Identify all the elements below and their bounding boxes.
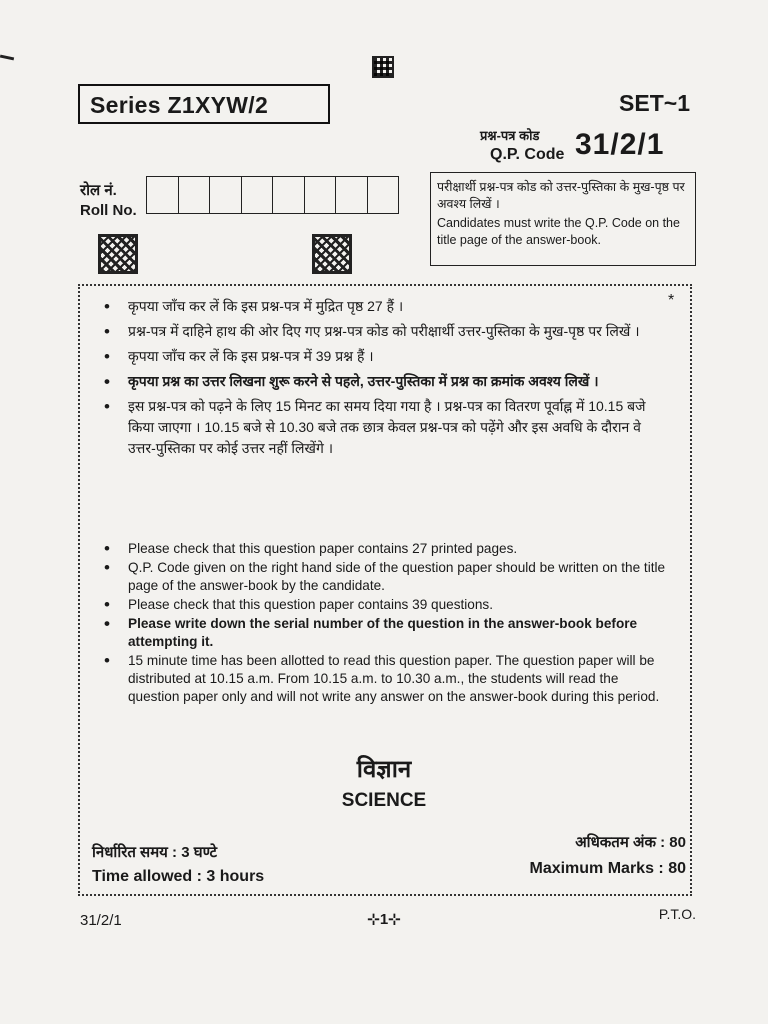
roll-digit-box[interactable]: [242, 176, 274, 214]
instruction-english: • Please check that this question paper contains 39 questions.: [98, 596, 668, 614]
left-qr-code-icon: [98, 234, 138, 274]
qp-code-label-english: Q.P. Code: [490, 146, 565, 163]
roll-digit-box[interactable]: [179, 176, 211, 214]
subject-title-english: SCIENCE: [341, 790, 427, 811]
page-number: ⊹1⊹: [367, 911, 401, 928]
instruction-hindi: • कृपया प्रश्न का उत्तर लिखना शुरू करने से पहले, उत्तर-पुस्तिका में प्रश्न का क्रमांक अवश्य लिखें ।: [98, 371, 668, 392]
time-allowed-english: Time allowed : 3 hours: [92, 868, 265, 885]
qp-code-label-hindi: प्रश्न-पत्र कोड: [480, 128, 540, 143]
instruction-english: • Please check that this question paper contains 27 printed pages.: [98, 540, 668, 558]
roll-digit-box[interactable]: [147, 176, 179, 214]
instructions-list-english: [98, 540, 668, 707]
subject-title-hindi: विज्ञान: [356, 756, 412, 783]
instruction-english: • Please write down the serial number of the question in the answer-book before attempting it.: [98, 615, 668, 651]
footer-qp-code: 31/2/1: [80, 912, 122, 929]
qp-code-value: 31/2/1: [575, 128, 665, 161]
note-hindi: परीक्षार्थी प्रश्न-पत्र कोड को उत्तर-पुस्तिका के मुख-पृष्ठ पर अवश्य लिखें ।: [437, 180, 685, 211]
roll-digit-box[interactable]: [210, 176, 242, 214]
instructions-list: [98, 296, 668, 463]
instruction-hindi: • कृपया जाँच कर लें कि इस प्रश्न-पत्र में 39 प्रश्न हैं ।: [98, 346, 668, 367]
roll-digit-box[interactable]: [305, 176, 337, 214]
instruction-hindi: • कृपया जाँच कर लें कि इस प्रश्न-पत्र में मुद्रित पृष्ठ 27 हैं ।: [98, 296, 668, 317]
instruction-english: • 15 minute time has been allotted to read this question paper. The question paper will be distributed at 10.15 a.m. From 10.15 a.m. to 10.30 a.m., the students will read the question paper only and will not write any answer on the answer-book during this period.: [98, 652, 668, 706]
pto-label: P.T.O.: [658, 906, 696, 922]
instruction-hindi: • प्रश्न-पत्र में दाहिने हाथ की ओर दिए गए प्रश्न-पत्र कोड को परीक्षार्थी उत्तर-पुस्तिका के मुख-पृष्ठ पर लिखें ।: [98, 321, 668, 342]
roll-digit-box[interactable]: [273, 176, 305, 214]
roll-digit-box[interactable]: [336, 176, 368, 214]
time-allowed-hindi: निर्धारित समय : 3 घण्टे: [92, 844, 218, 861]
instruction-english: • Q.P. Code given on the right hand side of the question paper should be written on the title page of the answer-book by the candidate.: [98, 559, 668, 595]
roll-label-english: Roll No.: [80, 202, 137, 219]
max-marks-english: Maximum Marks : 80: [529, 860, 686, 877]
center-qr-code-icon: [312, 234, 352, 274]
top-qr-code-icon: [372, 56, 394, 78]
set-label: SET~1: [619, 90, 690, 116]
series-box: Series Z1XYW/2: [78, 84, 330, 124]
roll-number-boxes[interactable]: [146, 176, 399, 214]
scan-mark: [0, 55, 14, 61]
note-english: Candidates must write the Q.P. Code on the title page of the answer-book.: [437, 216, 680, 247]
roll-label-hindi: रोल नं.: [80, 182, 117, 199]
frame-star: *: [668, 292, 675, 309]
roll-digit-box[interactable]: [368, 176, 400, 214]
candidate-note-box: [430, 172, 696, 266]
max-marks-hindi: अधिकतम अंक : 80: [575, 834, 686, 851]
instruction-hindi: • इस प्रश्न-पत्र को पढ़ने के लिए 15 मिनट का समय दिया गया है । प्रश्न-पत्र का वितरण पूर्वाह्न में 10.15 बजे किया जाएगा । 10.15 बजे से 10.30 बजे तक छात्र केवल प्रश्न-पत्र को पढ़ेंगे और इस अवधि के दौरान वे उत्तर-पुस्तिका पर कोई उत्तर नहीं लिखेंगे ।: [98, 396, 668, 459]
